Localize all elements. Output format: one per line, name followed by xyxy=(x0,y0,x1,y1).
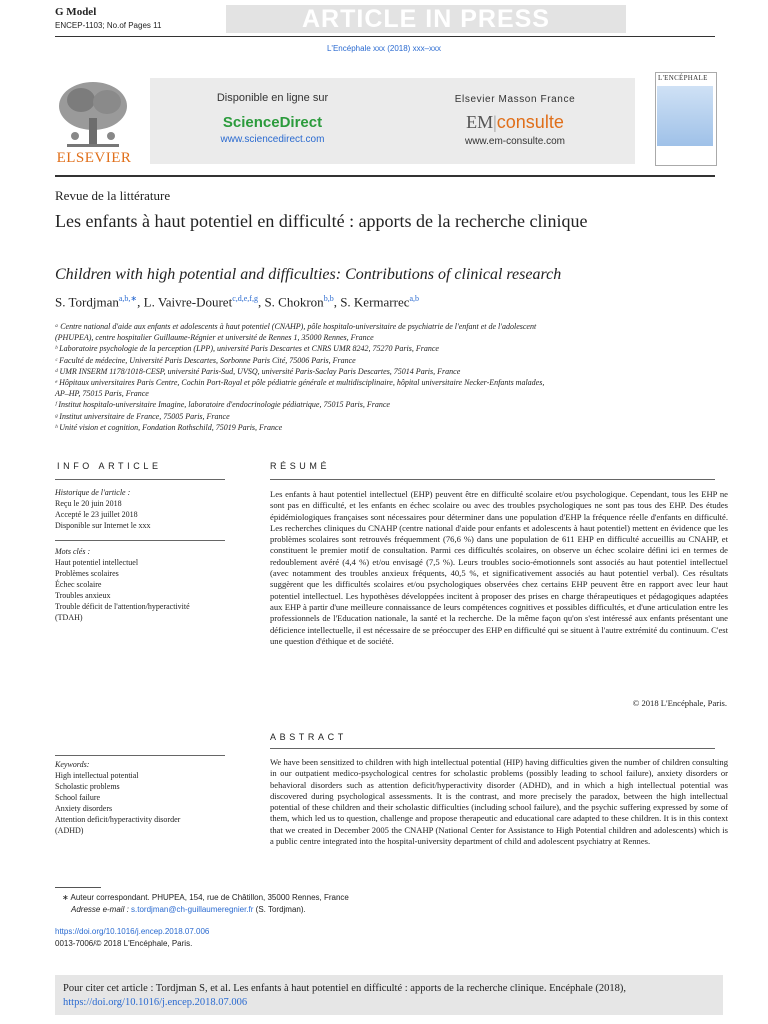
em-publisher-label: Elsevier Masson France xyxy=(454,94,576,105)
sciencedirect-available-label: Disponible en ligne sur xyxy=(216,92,329,104)
keyword: Attention deficit/hyperactivity disorder xyxy=(55,815,181,824)
keywords-fr xyxy=(55,546,227,623)
keywords-rule xyxy=(55,540,225,541)
keywords-fr-label: Mots clés : xyxy=(55,547,91,556)
author-list xyxy=(55,294,715,310)
article-type: Revue de la littérature xyxy=(55,188,171,203)
article-title-en: Children with high potential and difficulties: Contributions of clinical research xyxy=(55,266,562,283)
keyword: (TDAH) xyxy=(55,613,83,622)
author-name[interactable]: S. Kermarrec xyxy=(340,294,410,310)
em-logo-left: EM xyxy=(466,112,494,132)
author-affiliation-marks[interactable]: b,b xyxy=(323,294,334,303)
abstract-heading: ABSTRACT xyxy=(270,732,347,742)
resume-heading: RÉSUMÉ xyxy=(270,461,331,471)
keyword: Problèmes scolaires xyxy=(55,569,119,578)
email-suffix: (S. Tordjman). xyxy=(253,905,306,914)
history-line: Reçu le 20 juin 2018 xyxy=(55,499,122,508)
journal-cover-title: L'ENCÉPHALE xyxy=(658,74,708,82)
info-article-heading: INFO ARTICLE xyxy=(57,461,162,471)
banner-rule xyxy=(55,175,715,177)
footnote-rule xyxy=(55,887,101,888)
author-name[interactable]: S. Chokron xyxy=(264,294,324,310)
keyword: (ADHD) xyxy=(55,826,84,835)
keyword: Trouble déficit de l'attention/hyperactivité xyxy=(55,602,190,611)
history-label: Historique de l'article : xyxy=(55,488,131,497)
author-name[interactable]: L. Vaivre-Douret xyxy=(143,294,233,310)
keyword: Scholastic problems xyxy=(55,782,120,791)
affiliation-line: ᵇ Laboratoire psychologie de la perception (LPP), université Paris Descartes et CNRS UMR 8242, 75270 Paris, France xyxy=(55,344,439,354)
author-separator: , xyxy=(137,294,144,310)
affiliation-line: ᵈ UMR INSERM 1178/1018-CESP, université Paris-Sud, UVSQ, université Paris-Saclay Paris Descartes, 75014 Paris, France xyxy=(55,366,461,376)
keywords-en xyxy=(55,759,227,836)
journal-cover-image xyxy=(657,86,713,146)
email-link[interactable]: s.tordjman@ch-guillaumeregnier.fr xyxy=(131,905,254,914)
issn-copyright: 0013-7006/© 2018 L'Encéphale, Paris. xyxy=(55,939,193,948)
article-history xyxy=(55,487,227,531)
author-affiliation-marks[interactable]: c,d,e,f,g xyxy=(232,294,258,303)
citation-body: Pour citer cet article : Tordjman S, et al. Les enfants à haut potentiel en difficulté : apports de la recherche clinique. Encéphale (2018), xyxy=(63,983,627,994)
affiliation-line: ʰ Unité vision et cognition, Fondation Rothschild, 75019 Paris, France xyxy=(55,422,283,432)
affiliation-line: ᵃ Centre national d'aide aux enfants et adolescents à haut potentiel (CNAHP), pôle hospitalo-universitaire de psychiatrie de l'enfant et de l'adolescent xyxy=(55,322,537,331)
affiliation-line: ᶜ Faculté de médecine, Université Paris Descartes, Sorbonne Paris Cité, 75006 Paris, France xyxy=(55,355,356,365)
em-consulte-logo xyxy=(395,112,635,133)
journal-reference-link[interactable]: L'Encéphale xxx (2018) xxx–xxx xyxy=(326,44,442,53)
info-rule xyxy=(55,479,225,480)
affiliation-line: ᵍ Institut universitaire de France, 75005 Paris, France xyxy=(55,411,230,421)
em-consulte-block xyxy=(395,94,635,147)
header-rule xyxy=(55,36,715,37)
article-title-fr: Les enfants à haut potentiel en difficulté : apports de la recherche clinique xyxy=(55,211,588,231)
email-note xyxy=(71,905,306,914)
author-separator: , xyxy=(333,294,341,310)
author-name[interactable]: S. Tordjman xyxy=(55,294,119,310)
email-label: Adresse e-mail : xyxy=(71,905,132,914)
elsevier-wordmark: ELSEVIER xyxy=(56,150,132,166)
em-logo-right: consulte xyxy=(496,112,564,132)
author-affiliation-marks[interactable]: a,b,∗ xyxy=(118,294,138,303)
doi-link[interactable]: https://doi.org/10.1016/j.encep.2018.07.006 xyxy=(55,927,210,936)
author-separator: , xyxy=(257,294,265,310)
keyword: Haut potentiel intellectuel xyxy=(55,558,139,567)
resume-rule xyxy=(270,479,715,480)
citation-text xyxy=(63,982,723,1010)
citation-doi-link[interactable]: https://doi.org/10.1016/j.encep.2018.07.006 xyxy=(63,997,248,1008)
keyword: Troubles anxieux xyxy=(55,591,111,600)
history-line: Accepté le 23 juillet 2018 xyxy=(55,510,138,519)
keyword: Échec scolaire xyxy=(55,580,102,589)
affiliation-line: (PHUPEA), centre hospitalier Guillaume-Régnier et université de Rennes 1, 35000 Rennes, France xyxy=(55,333,374,343)
affiliations xyxy=(55,321,715,433)
keywords-en-rule xyxy=(55,755,225,756)
resume-text: Les enfants à haut potentiel intellectuel (EHP) peuvent être en difficulté scolaire et/ou psychologique. Cependant, tous les EHP ne sont pas en difficulté, et les enfants en échec scolaire ou avec des troubles psychologiques ne sont pas tous des EHP. Des études épidémiologiques françaises sont nécessaires pour déterminer dans une population d'EHP la fréquence réelle d'enfants en difficulté. Les recherches cliniques du CNAHP (centre national d'aide pour enfants et adolescents à haut potentiel) mettent en évidence que les problèmes scolaires sont retrouvés fréquemment (76,6 %) dans une population de 611 EHP en difficulté accueillis au CNAHP, et constituent le premier motif de consultation. Parmi ces difficultés scolaires, on observe un échec scolaire défini ici en termes de redoublement avéré (4,4 %) et/ou envisagé (7,5 %). Leurs troubles socio-émotionnels sont associés au haut potentiel intellectuel (avec notamment des troubles anxieux fréquents, 40,5 %, et significativement associés au haut potentiel verbal). Ces résultats suggèrent que les difficultés scolaires et/ou psychologiques observées chez certains EHP peuvent être en rapport avec leur haut potentiel intellectuel. Les hypothèses développées incitent à proposer des prises en charge thérapeutiques et pédagogiques adaptées aux EHP à partir d'une meilleure connaissance de leurs compétences cognitives et possibles difficultés, et d'une articulation entre les professionnels de l'Education nationale, la santé et la recherche. De la même façon qu'on s'est intéressé aux enfants présentant une déficience intellectuelle, il est nécessaire de se préoccuper des EHP en difficulté qui se situent à l'autre extrémité du continuum. C'est une question d'éthique et de société. xyxy=(270,489,728,646)
history-line: Disponible sur Internet le xxx xyxy=(55,521,151,530)
keyword: Anxiety disorders xyxy=(55,804,113,813)
keywords-en-label: Keywords: xyxy=(55,760,90,769)
resume-copyright: © 2018 L'Encéphale, Paris. xyxy=(632,698,727,708)
sciencedirect-block xyxy=(150,92,395,145)
corresponding-author-note: ∗ Auteur correspondant. PHUPEA, 154, rue de Châtillon, 35000 Rennes, France xyxy=(62,893,349,902)
affiliation-line: ᵉ Hôpitaux universitaires Paris Centre, Cochin Port-Royal et pôle pédiatrie générale et multidisciplinaire, hôpital universitaire Necker-Enfants malades, xyxy=(55,378,545,388)
sciencedirect-url-link[interactable]: www.sciencedirect.com xyxy=(220,134,325,145)
abstract-text: We have been sensitized to children with high intellectual potential (HIP) having difficulties given the number of children consulting in our outpatient medico-psychological centres for scholastic problems (possibly leading to school failure), anxiety disorders or behavioral disorders such as attention deficit/hyperactivity disorder (ADHD), and in which a high intellectual potential was discovered during psychological assessments. It is the contrast, and more precisely the paradox, between the high intellectual potential of these children and their scholastic difficulties (including school failure), and the psychic suffering expressed by some of them, which led us to question, challenge and propose therapeutic and educational care adapted to these children. It is in this context that we created in December 2005 the CNAHP (National Center for Assistance to High Potential children and adolescents) which is a public centre integrated into the hospital-university department of child and adolescent psychiatry at Rennes. xyxy=(270,757,728,847)
keyword: School failure xyxy=(55,793,101,802)
keyword: High intellectual potential xyxy=(55,771,139,780)
affiliation-line: AP–HP, 75015 Paris, France xyxy=(55,389,149,399)
manuscript-id: ENCEP-1103; No.of Pages 11 xyxy=(55,21,162,30)
author-affiliation-marks[interactable]: a,b xyxy=(409,294,420,303)
sciencedirect-logo: ScienceDirect xyxy=(222,114,323,131)
article-in-press-text: ARTICLE IN PRESS xyxy=(302,4,550,33)
em-logo-bar: | xyxy=(493,112,497,132)
g-model-label: G Model xyxy=(55,6,97,18)
em-consulte-url-link[interactable]: www.em-consulte.com xyxy=(464,136,566,147)
article-in-press-banner xyxy=(226,5,626,33)
affiliation-line: ᶠ Institut hospitalo-universitaire Imagine, laboratoire d'endocrinologie pédiatrique, 75015 Paris, France xyxy=(55,400,390,410)
abstract-rule xyxy=(270,748,715,749)
